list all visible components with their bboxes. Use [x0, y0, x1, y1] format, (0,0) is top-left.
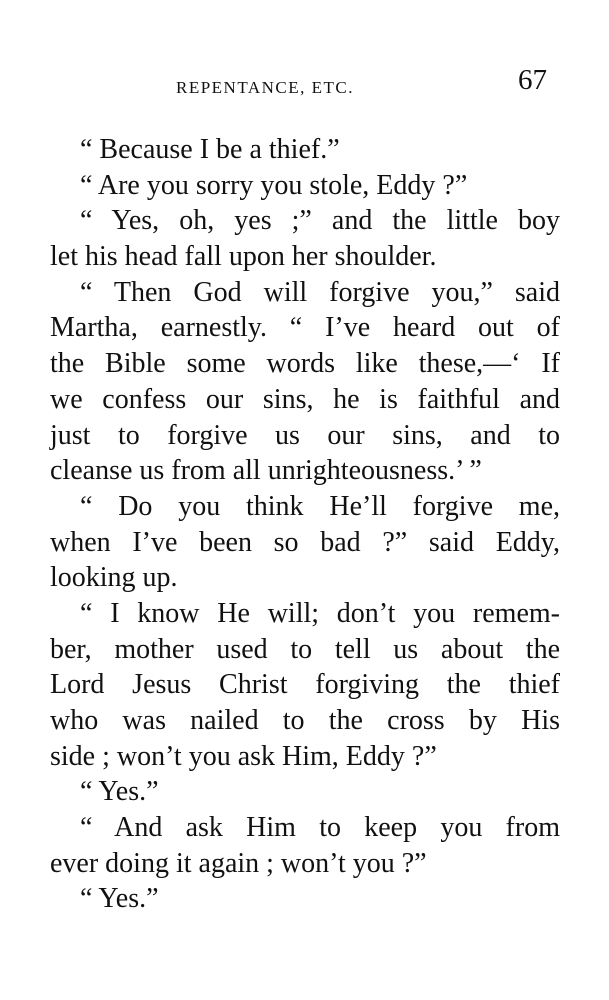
- text-line: let his head fall upon her shoulder.: [50, 241, 437, 273]
- text-line: “ Yes.”: [80, 776, 159, 808]
- text-line: when I’ve been so bad ?” said Eddy,: [50, 526, 560, 558]
- text-line: “ And ask Him to keep you from: [80, 812, 560, 844]
- text-line: looking up.: [50, 562, 178, 594]
- text-line: “ Yes.”: [80, 883, 159, 915]
- text-line: ever doing it again ; won’t you ?”: [50, 847, 427, 879]
- text-line: “ I know He will; don’t you remem-: [80, 597, 560, 629]
- body-text: [50, 132, 560, 917]
- text-line: side ; won’t you ask Him, Eddy ?”: [50, 740, 437, 772]
- text-line: Martha, earnestly. “ I’ve heard out of: [50, 312, 560, 344]
- page-number: 67: [518, 64, 547, 96]
- text-line: cleanse us from all unrighteousness.’ ”: [50, 455, 482, 487]
- text-line: the Bible some words like these,—‘ If: [50, 348, 560, 380]
- text-line: “ Do you think He’ll forgive me,: [80, 490, 560, 522]
- text-line: “ Are you sorry you stole, Eddy ?”: [80, 169, 468, 201]
- text-line: who was nailed to the cross by His: [50, 705, 560, 736]
- text-line: “ Yes, oh, yes ;” and the little boy: [80, 205, 560, 237]
- text-line: “ Because I be a thief.”: [80, 134, 340, 165]
- text-line: we confess our sins, he is faithful and: [50, 383, 560, 415]
- text-line: “ Then God will forgive you,” said: [80, 276, 560, 308]
- text-line: Lord Jesus Christ forgiving the thief: [50, 669, 560, 701]
- running-head: REPENTANCE, ETC.: [176, 78, 354, 97]
- text-line: ber, mother used to tell us about the: [50, 633, 560, 665]
- text-line: just to forgive us our sins, and to: [50, 419, 560, 451]
